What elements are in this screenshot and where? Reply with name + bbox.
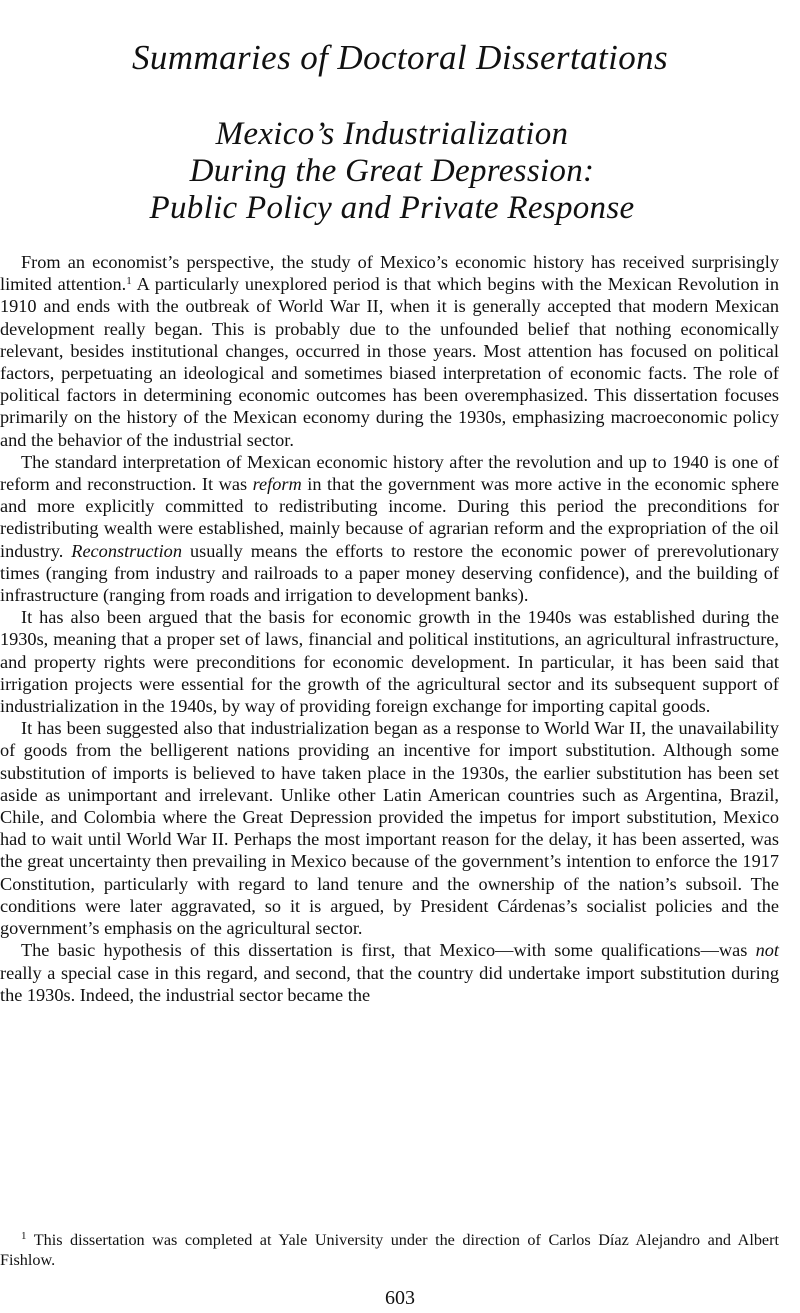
paragraph-5-text-b: really a special case in this regard, and second, that the country did undertake import substitution during the 1930s. Indeed, the industrial sector became the	[0, 962, 779, 1005]
dissertation-title	[22, 116, 762, 227]
paragraph-1-text-b: A particularly unexplored period is that which begins with the Mexican Revolution in 1910 and ends with the outbreak of World War II, when it is generally accepted that modern Mexican development really began. This is probably due to the unfounded belief that nothing economically relevant, besides institutional changes, occurred in those years. Most attention has focused on political factors, perpetuating an ideological and sometimes biased interpretation of economic facts. The role of political factors in determining economic outcomes has been overemphasized. This dissertation focuses primarily on the history of the Mexican economy during the 1930s, emphasizing macroeconomic policy and the behavior of the industrial sector.	[0, 274, 779, 450]
paragraph-4: It has been suggested also that industrialization began as a response to World War II, the unavailability of goods from the belligerent nations providing an incentive for import substitution. Although some substitution of imports is believed to have taken place in the 1930s, the earlier substitution has been set aside as unimportant and irrelevant. Unlike other Latin American countries such as Argentina, Brazil, Chile, and Colombia where the Great Depression provided the impetus for import substitution, Mexico had to wait until World War II. Perhaps the most important reason for the delay, it has been asserted, was the great uncertainty then prevailing in Mexico because of the government’s intention to enforce the 1917 Constitution, particularly with regard to land tenure and the ownership of the nation’s subsoil. The conditions were later aggravated, so it is argued, by President Cárdenas’s socialist policies and the government’s emphasis on the agricultural sector.	[0, 718, 779, 939]
emphasis-not: not	[755, 940, 779, 961]
paragraph-2	[0, 451, 779, 606]
title-line-2: During the Great Depression:	[189, 153, 595, 189]
paragraph-2-text-b: in that the government was more active in the economic sphere and more explicitly committed to redistributing income. During this period the preconditions for redistributing wealth were established, mainly because of agrarian reform and the expropriation of the oil industry.	[0, 474, 779, 561]
footnote-reference: 1	[126, 275, 132, 288]
body-text	[0, 251, 779, 1006]
paragraph-1-text-a: From an economist’s perspective, the study of Mexico’s economic history has received surprisingly limited attention.	[0, 252, 779, 295]
page-number: 603	[385, 1287, 415, 1309]
section-heading: Summaries of Doctoral Dissertations	[131, 38, 669, 77]
paragraph-3: It has also been argued that the basis for economic growth in the 1940s was established during the 1930s, meaning that a proper set of laws, financial and political institutions, an agricultural infrastructure, and property rights were preconditions for economic development. In particular, it has been said that irrigation projects were essential for the growth of the agricultural sector and its subsequent support of industrialization in the 1940s, by way of providing foreign exchange for importing capital goods.	[0, 607, 779, 717]
emphasis-reconstruction: Reconstruction	[71, 540, 182, 561]
paragraph-1	[0, 251, 779, 451]
emphasis-reform: reform	[252, 474, 302, 495]
footnote-text: This dissertation was completed at Yale University under the direction of Carlos Díaz Alejandro and Albert Fishlow.	[0, 1231, 779, 1269]
footnote-marker: 1	[21, 1230, 27, 1242]
paragraph-2-text-a: The standard interpretation of Mexican economic history after the revolution and up to 1940 is one of reform and reconstruction. It was	[0, 451, 779, 495]
title-line-1: Mexico’s Industrialization	[215, 116, 569, 152]
paragraph-2-text-c: usually means the efforts to restore the economic power of prerevolutionary times (ranging from industry and railroads to a paper money deserving confidence), and the building of infrastructure (ranging from roads and irrigation to development banks).	[0, 540, 779, 606]
footnote	[0, 1230, 779, 1270]
title-line-3: Public Policy and Private Response	[149, 190, 635, 226]
paragraph-5	[0, 939, 779, 1006]
paragraph-5-text-a: The basic hypothesis of this dissertation is first, that Mexico—with some qualifications—was	[21, 940, 756, 961]
